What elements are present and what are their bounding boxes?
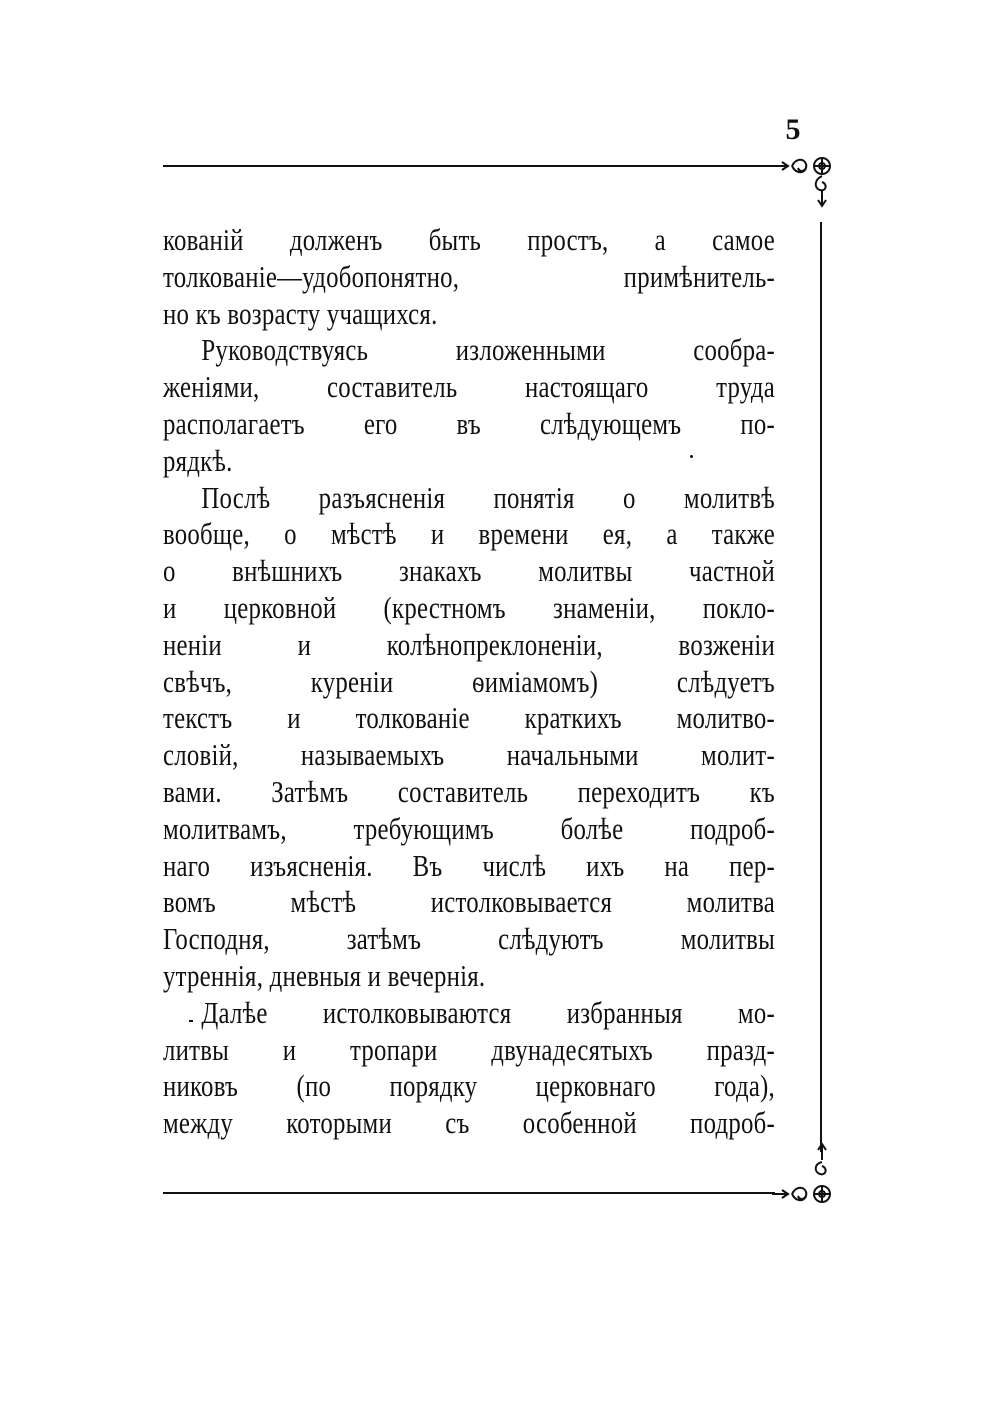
text-line: толкованіе—удобопонятно, примѣнитель- bbox=[163, 258, 775, 294]
corner-ornament-top-icon bbox=[770, 146, 840, 226]
paragraph bbox=[163, 995, 775, 1142]
text-line: располагаетъ его въ слѣдующемъ по- bbox=[163, 405, 775, 441]
paragraph bbox=[163, 332, 775, 479]
text-line: вами. Затѣмъ составитель переходитъ къ bbox=[163, 773, 775, 809]
text-line: Послѣ разъясненія понятія о молитвѣ bbox=[201, 479, 775, 515]
text-line: текстъ и толкованіе краткихъ молитво- bbox=[163, 700, 775, 736]
text-line: о внѣшнихъ знакахъ молитвы частной bbox=[163, 553, 775, 589]
paragraph bbox=[163, 480, 775, 995]
corner-ornament-bottom-icon bbox=[770, 1140, 840, 1220]
text-line: литвы и тропари двунадесятыхъ празд- bbox=[163, 1031, 775, 1067]
text-line: неніи и колѣнопреклоненіи, возженіи bbox=[163, 626, 775, 662]
right-border-rule bbox=[820, 222, 822, 1152]
text-line: молитвамъ, требующимъ болѣе подроб- bbox=[163, 810, 775, 846]
text-line: между которыми съ особенной подроб- bbox=[163, 1105, 775, 1141]
text-line: но къ возрасту учащихся. bbox=[163, 295, 438, 331]
print-speck bbox=[189, 1020, 193, 1022]
paragraph bbox=[163, 222, 775, 332]
body-text bbox=[163, 222, 775, 1142]
text-line: Руководствуясь изложенными сообра- bbox=[201, 332, 775, 368]
bottom-rule bbox=[163, 1192, 775, 1194]
text-line: вомъ мѣстѣ истолковывается молитва bbox=[163, 884, 775, 920]
text-line: наго изъясненія. Въ числѣ ихъ на пер- bbox=[163, 847, 775, 883]
text-line: вообще, о мѣстѣ и времени ея, а также bbox=[163, 516, 775, 552]
text-line: и церковной (крестномъ знаменіи, покло- bbox=[163, 589, 775, 625]
text-line: рядкѣ. bbox=[163, 442, 233, 478]
page-number: 5 bbox=[785, 113, 801, 146]
text-line: Далѣе истолковываются избранныя мо- bbox=[201, 994, 775, 1030]
top-rule bbox=[163, 165, 775, 167]
text-line: кованій долженъ быть простъ, а самое bbox=[163, 222, 775, 257]
text-line: никовъ (по порядку церковнаго года), bbox=[163, 1068, 775, 1104]
text-line: утреннія, дневныя и вечернія. bbox=[163, 957, 486, 993]
text-line: свѣчъ, куреніи ѳиміамомъ) слѣдуетъ bbox=[163, 663, 775, 699]
print-speck bbox=[690, 455, 693, 458]
text-line: Господня, затѣмъ слѣдуютъ молитвы bbox=[163, 921, 775, 957]
text-line: словій, называемыхъ начальными молит- bbox=[163, 737, 775, 773]
text-line: женіями, составитель настоящаго труда bbox=[163, 369, 775, 405]
